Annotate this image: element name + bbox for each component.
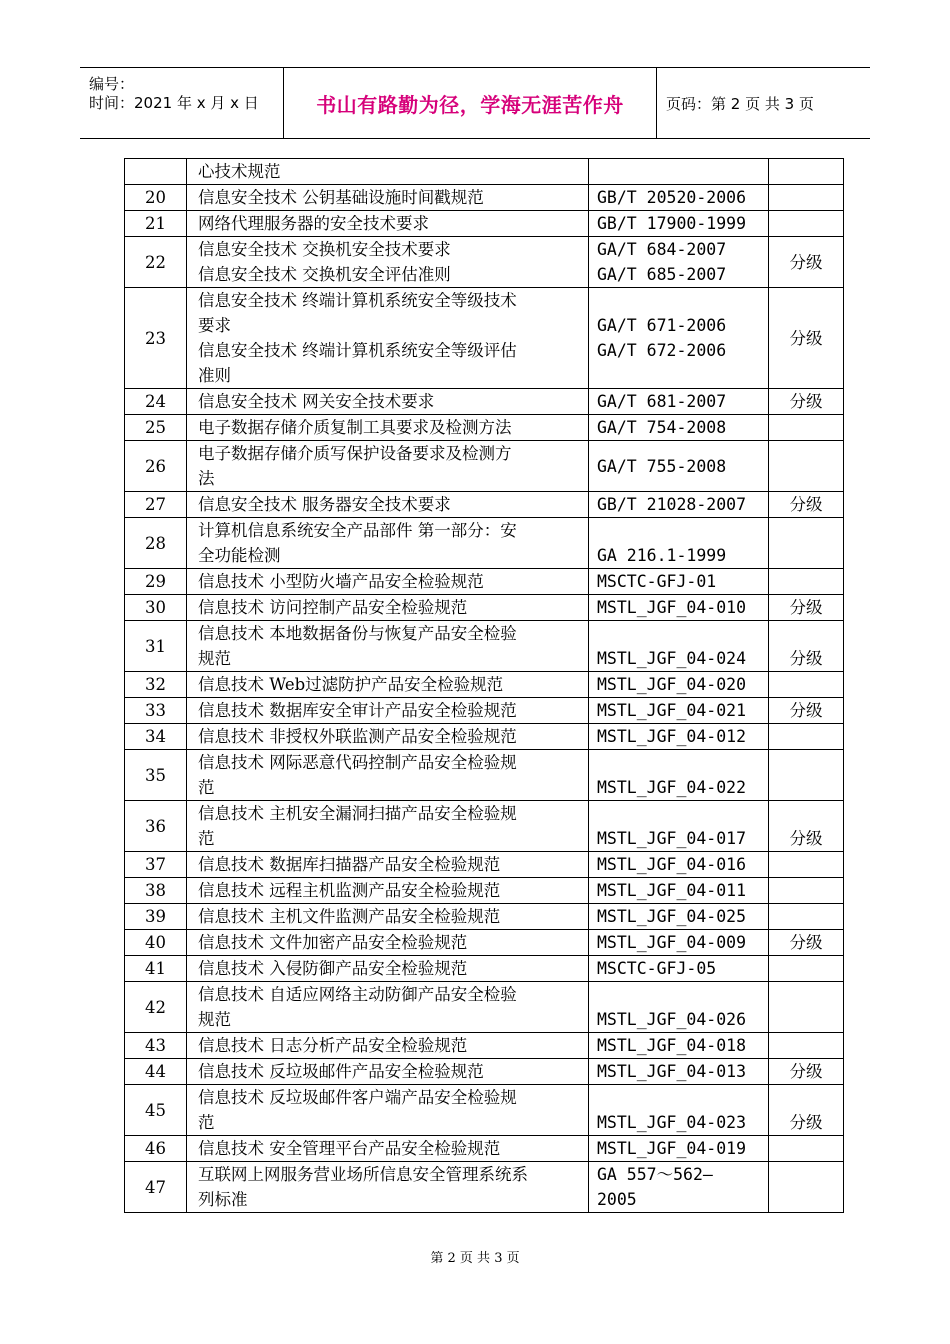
row-number: 25 <box>125 415 187 441</box>
grading-flag: 分级 <box>769 698 844 724</box>
row-number: 30 <box>125 595 187 621</box>
standard-name <box>187 185 589 211</box>
grading-flag <box>769 159 844 185</box>
table-row <box>125 801 844 852</box>
grading-flag <box>769 518 844 569</box>
grading-flag <box>769 415 844 441</box>
standard-code-line: MSTL_JGF_04-023 <box>597 1113 747 1132</box>
row-number: 38 <box>125 878 187 904</box>
standard-name-line: 电子数据存储介质写保护设备要求及检测方 <box>198 444 512 463</box>
standard-name-line: 信息技术 主机安全漏洞扫描产品安全检验规 <box>198 804 517 823</box>
row-number: 22 <box>125 237 187 288</box>
grading-flag <box>769 1136 844 1162</box>
row-number: 32 <box>125 672 187 698</box>
standard-code-line: GA 216.1-1999 <box>597 546 727 565</box>
standard-code-line: GB/T 17900-1999 <box>597 214 747 233</box>
table-row <box>125 569 844 595</box>
standard-code-line: MSTL_JGF_04-009 <box>597 933 747 952</box>
standard-name <box>187 1033 589 1059</box>
standard-name-line: 电子数据存储介质复制工具要求及检测方法 <box>198 418 512 437</box>
standard-name <box>187 492 589 518</box>
standard-code-line: MSTL_JGF_04-016 <box>597 855 747 874</box>
grading-flag <box>769 1162 844 1213</box>
page-header <box>80 67 870 139</box>
grading-flag <box>769 211 844 237</box>
row-number: 47 <box>125 1162 187 1213</box>
standard-code <box>589 237 769 288</box>
table-row <box>125 956 844 982</box>
table-row <box>125 724 844 750</box>
standard-name-line: 信息安全技术 交换机安全技术要求 <box>198 240 451 259</box>
header-motto: 书山有路勤为径，学海无涯苦作舟 <box>316 92 624 117</box>
table-row <box>125 698 844 724</box>
standard-name-line: 信息技术 远程主机监测产品安全检验规范 <box>198 881 501 900</box>
row-number: 39 <box>125 904 187 930</box>
grading-flag <box>769 672 844 698</box>
standard-code-line: MSTL_JGF_04-012 <box>597 727 747 746</box>
standard-code-line: GA/T 684-2007 <box>597 240 727 259</box>
grading-flag: 分级 <box>769 621 844 672</box>
standard-name-line: 规范 <box>198 649 231 668</box>
table-row <box>125 750 844 801</box>
table-row <box>125 288 844 389</box>
table-row <box>125 441 844 492</box>
standard-name <box>187 211 589 237</box>
table-row <box>125 930 844 956</box>
row-number: 28 <box>125 518 187 569</box>
grading-flag <box>769 569 844 595</box>
standard-name-line: 信息技术 安全管理平台产品安全检验规范 <box>198 1139 501 1158</box>
row-number: 20 <box>125 185 187 211</box>
standard-name <box>187 1085 589 1136</box>
standard-name-line: 范 <box>198 829 215 848</box>
standard-code-line: MSTL_JGF_04-013 <box>597 1062 747 1081</box>
standard-code-line: MSTL_JGF_04-021 <box>597 701 747 720</box>
standard-code <box>589 982 769 1033</box>
grading-flag: 分级 <box>769 237 844 288</box>
standard-code <box>589 595 769 621</box>
grading-flag <box>769 904 844 930</box>
standard-name <box>187 441 589 492</box>
standard-code <box>589 621 769 672</box>
standard-code <box>589 441 769 492</box>
grading-flag: 分级 <box>769 1059 844 1085</box>
standard-name-line: 信息技术 非授权外联监测产品安全检验规范 <box>198 727 517 746</box>
standard-name-line: 信息安全技术 交换机安全评估准则 <box>198 265 451 284</box>
standard-name <box>187 724 589 750</box>
row-number: 45 <box>125 1085 187 1136</box>
grading-flag <box>769 1033 844 1059</box>
standard-name-line: 心技术规范 <box>198 162 281 181</box>
standard-code-line: MSTL_JGF_04-018 <box>597 1036 747 1055</box>
grading-flag <box>769 724 844 750</box>
table-row <box>125 492 844 518</box>
standard-name-line: 规范 <box>198 1010 231 1029</box>
table-row <box>125 518 844 569</box>
standard-code-line: MSTL_JGF_04-020 <box>597 675 747 694</box>
standard-code-line: GA/T 681-2007 <box>597 392 727 411</box>
grading-flag <box>769 852 844 878</box>
standard-name-line: 准则 <box>198 366 231 385</box>
table-row <box>125 389 844 415</box>
grading-flag <box>769 185 844 211</box>
row-number: 46 <box>125 1136 187 1162</box>
standard-code <box>589 569 769 595</box>
standard-name <box>187 159 589 185</box>
standard-name-line: 信息技术 Web过滤防护产品安全检验规范 <box>198 675 504 694</box>
standard-code <box>589 389 769 415</box>
row-number: 41 <box>125 956 187 982</box>
grading-flag <box>769 750 844 801</box>
standard-name <box>187 956 589 982</box>
row-number: 33 <box>125 698 187 724</box>
standard-name-line: 要求 <box>198 316 231 335</box>
standard-code-line: GA/T 755-2008 <box>597 456 727 476</box>
grading-flag: 分级 <box>769 930 844 956</box>
table-row <box>125 1085 844 1136</box>
standard-code <box>589 801 769 852</box>
standard-code <box>589 492 769 518</box>
table-row <box>125 904 844 930</box>
standard-code-line: MSTL_JGF_04-019 <box>597 1139 747 1158</box>
standard-name-line: 信息技术 文件加密产品安全检验规范 <box>198 933 468 952</box>
standard-code <box>589 750 769 801</box>
standard-code <box>589 698 769 724</box>
standard-name <box>187 801 589 852</box>
table-row <box>125 1059 844 1085</box>
row-number: 27 <box>125 492 187 518</box>
standard-name <box>187 237 589 288</box>
header-page-cell <box>657 68 870 138</box>
standard-name <box>187 904 589 930</box>
standard-code-line: MSTL_JGF_04-025 <box>597 907 747 926</box>
standard-code-line: MSTL_JGF_04-010 <box>597 598 747 617</box>
standard-name-line: 信息技术 访问控制产品安全检验规范 <box>198 598 468 617</box>
row-number: 40 <box>125 930 187 956</box>
table-row <box>125 672 844 698</box>
standard-name <box>187 621 589 672</box>
standard-name <box>187 878 589 904</box>
table-row <box>125 878 844 904</box>
standard-code <box>589 904 769 930</box>
standard-name-line: 信息技术 自适应网络主动防御产品安全检验 <box>198 985 517 1004</box>
standard-name <box>187 518 589 569</box>
standard-code-line: GB/T 20520-2006 <box>597 188 747 207</box>
standard-name <box>187 595 589 621</box>
document-date: 时间：2021 年 x 月 x 日 <box>89 94 259 112</box>
row-number <box>125 159 187 185</box>
grading-flag: 分级 <box>769 492 844 518</box>
grading-flag: 分级 <box>769 389 844 415</box>
standard-name-line: 信息技术 本地数据备份与恢复产品安全检验 <box>198 624 517 643</box>
grading-flag: 分级 <box>769 595 844 621</box>
table-row <box>125 595 844 621</box>
standard-name-line: 信息技术 入侵防御产品安全检验规范 <box>198 959 468 978</box>
header-motto-cell <box>284 68 657 138</box>
grading-flag <box>769 956 844 982</box>
row-number: 29 <box>125 569 187 595</box>
standard-name-line: 信息技术 小型防火墙产品安全检验规范 <box>198 572 484 591</box>
standard-code-line: MSTL_JGF_04-026 <box>597 1010 747 1029</box>
standard-name-line: 信息技术 反垃圾邮件产品安全检验规范 <box>198 1062 484 1081</box>
standard-name-line: 信息安全技术 终端计算机系统安全等级技术 <box>198 291 517 310</box>
row-number: 37 <box>125 852 187 878</box>
standard-name-line: 信息技术 主机文件监测产品安全检验规范 <box>198 907 501 926</box>
standard-code-line: GA/T 672-2006 <box>597 341 727 360</box>
standard-code-line: MSCTC-GFJ-05 <box>597 959 717 978</box>
grading-flag: 分级 <box>769 288 844 389</box>
standard-name <box>187 1136 589 1162</box>
row-number: 26 <box>125 441 187 492</box>
grading-flag <box>769 441 844 492</box>
standard-code <box>589 672 769 698</box>
standard-code-line: GB/T 21028-2007 <box>597 495 747 514</box>
standard-name <box>187 982 589 1033</box>
table-row <box>125 237 844 288</box>
standard-name <box>187 672 589 698</box>
standard-code-line: GA/T 671-2006 <box>597 316 727 335</box>
standard-name-line: 互联网上网服务营业场所信息安全管理系统系 <box>198 1165 528 1184</box>
standard-code <box>589 211 769 237</box>
row-number: 31 <box>125 621 187 672</box>
standard-name-line: 计算机信息系统安全产品部件 第一部分：安 <box>198 521 517 540</box>
standard-name <box>187 852 589 878</box>
standard-code <box>589 852 769 878</box>
standard-code <box>589 930 769 956</box>
standard-name-line: 信息技术 日志分析产品安全检验规范 <box>198 1036 468 1055</box>
row-number: 34 <box>125 724 187 750</box>
standard-name-line: 信息安全技术 网关安全技术要求 <box>198 392 435 411</box>
standard-name-line: 信息安全技术 公钥基础设施时间戳规范 <box>198 188 484 207</box>
table-row <box>125 982 844 1033</box>
standard-code-line: 2005 <box>597 1190 637 1209</box>
row-number: 23 <box>125 288 187 389</box>
standard-code-line: MSTL_JGF_04-024 <box>597 649 747 668</box>
row-number: 36 <box>125 801 187 852</box>
grading-flag <box>769 878 844 904</box>
standard-code <box>589 415 769 441</box>
standard-name <box>187 1059 589 1085</box>
standards-table-body <box>125 159 844 1213</box>
grading-flag: 分级 <box>769 801 844 852</box>
standard-name-line: 信息安全技术 服务器安全技术要求 <box>198 495 451 514</box>
standard-name-line: 网络代理服务器的安全技术要求 <box>198 214 429 233</box>
table-row <box>125 211 844 237</box>
table-row <box>125 185 844 211</box>
row-number: 21 <box>125 211 187 237</box>
standard-code-line: GA/T 685-2007 <box>597 265 727 284</box>
grading-flag: 分级 <box>769 1085 844 1136</box>
table-row <box>125 621 844 672</box>
standard-name <box>187 698 589 724</box>
page-footer: 第 2 页 共 3 页 <box>430 1251 520 1266</box>
standard-code <box>589 288 769 389</box>
standard-name-line: 信息技术 反垃圾邮件客户端产品安全检验规 <box>198 1088 517 1107</box>
standard-code <box>589 518 769 569</box>
standard-code-line: MSTL_JGF_04-017 <box>597 829 747 848</box>
standard-name-line: 信息技术 数据库安全审计产品安全检验规范 <box>198 701 517 720</box>
standard-name <box>187 750 589 801</box>
table-row <box>125 159 844 185</box>
standard-code-line: GA 557～562— <box>597 1165 713 1184</box>
grading-flag <box>769 982 844 1033</box>
row-number: 43 <box>125 1033 187 1059</box>
standard-code-line: MSTL_JGF_04-011 <box>597 881 747 900</box>
standard-name <box>187 389 589 415</box>
row-number: 24 <box>125 389 187 415</box>
standard-code <box>589 724 769 750</box>
table-row <box>125 852 844 878</box>
standard-name-line: 全功能检测 <box>198 546 281 565</box>
standard-code <box>589 956 769 982</box>
standard-name <box>187 415 589 441</box>
standard-name-line: 列标准 <box>198 1190 248 1209</box>
standard-name <box>187 1162 589 1213</box>
standard-code-line: MSCTC-GFJ-01 <box>597 572 717 591</box>
standard-name-line: 法 <box>198 469 215 488</box>
table-row <box>125 1162 844 1213</box>
standard-name-line: 范 <box>198 778 215 797</box>
standard-name <box>187 930 589 956</box>
header-page-info: 页码：第 2 页 共 3 页 <box>666 94 814 113</box>
standard-name-line: 信息技术 网际恶意代码控制产品安全检验规 <box>198 753 517 772</box>
standard-name <box>187 288 589 389</box>
standard-code <box>589 1136 769 1162</box>
standard-code <box>589 1085 769 1136</box>
standard-code-line: MSTL_JGF_04-022 <box>597 778 747 797</box>
standards-table <box>124 158 844 1213</box>
standard-code-line: GA/T 754-2008 <box>597 418 727 437</box>
standard-name-line: 范 <box>198 1113 215 1132</box>
table-row <box>125 415 844 441</box>
standard-name-line: 信息技术 数据库扫描器产品安全检验规范 <box>198 855 501 874</box>
document-number-label: 编号： <box>89 75 135 93</box>
standard-code <box>589 1162 769 1213</box>
header-meta <box>80 68 284 138</box>
row-number: 42 <box>125 982 187 1033</box>
table-row <box>125 1033 844 1059</box>
row-number: 35 <box>125 750 187 801</box>
standard-name <box>187 569 589 595</box>
standard-code <box>589 1033 769 1059</box>
table-row <box>125 1136 844 1162</box>
row-number: 44 <box>125 1059 187 1085</box>
standard-code <box>589 159 769 185</box>
standard-name-line: 信息安全技术 终端计算机系统安全等级评估 <box>198 341 517 360</box>
standard-code <box>589 878 769 904</box>
standard-code <box>589 185 769 211</box>
standard-code <box>589 1059 769 1085</box>
